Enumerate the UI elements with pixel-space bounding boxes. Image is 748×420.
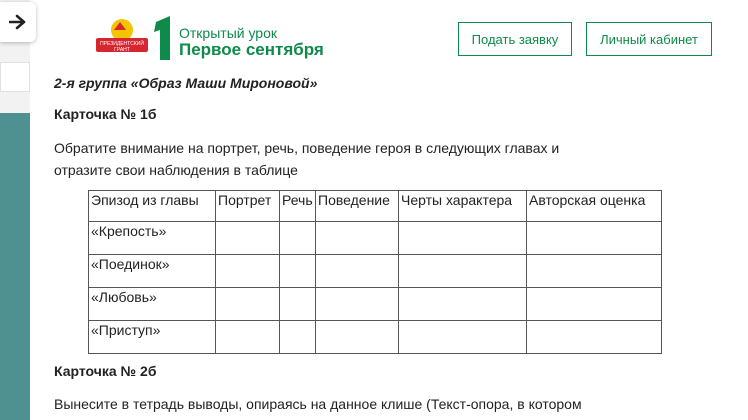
episode-cell: «Приступ» bbox=[89, 321, 216, 354]
table-row bbox=[89, 255, 662, 288]
table-cell bbox=[399, 321, 527, 354]
table-cell bbox=[216, 255, 280, 288]
arrow-right-icon bbox=[9, 14, 27, 30]
table-cell bbox=[216, 321, 280, 354]
table-cell bbox=[316, 222, 399, 255]
table-cell bbox=[280, 222, 316, 255]
card2-title: Карточка № 2б bbox=[54, 363, 157, 379]
table-cell bbox=[527, 288, 662, 321]
table-cell bbox=[216, 222, 280, 255]
card1-title: Карточка № 1б bbox=[54, 106, 157, 122]
header-cell: Поведение bbox=[316, 191, 399, 222]
table-cell bbox=[280, 321, 316, 354]
article-content bbox=[30, 70, 748, 420]
table-row bbox=[89, 222, 662, 255]
header-cell: Черты характера bbox=[399, 191, 527, 222]
side-panel-strip bbox=[0, 113, 30, 420]
table-cell bbox=[316, 288, 399, 321]
table-row bbox=[89, 321, 662, 354]
site-header bbox=[30, 0, 748, 70]
group-heading: 2-я группа «Образ Маши Мироновой» bbox=[54, 75, 318, 91]
svg-text:ПРЕЗИДЕНТСКИЙ: ПРЕЗИДЕНТСКИЙ bbox=[100, 41, 144, 47]
brand-title: Первое сентября bbox=[179, 40, 324, 59]
table-cell bbox=[527, 321, 662, 354]
apply-button[interactable]: Подать заявку bbox=[458, 22, 572, 56]
table-cell bbox=[316, 321, 399, 354]
table-cell bbox=[280, 288, 316, 321]
table-cell bbox=[280, 255, 316, 288]
number-one-icon bbox=[154, 16, 170, 60]
table-cell bbox=[216, 288, 280, 321]
header-cell: Эпизод из главы bbox=[89, 191, 216, 222]
header-cell: Речь bbox=[280, 191, 316, 222]
brand-subtitle: Открытый урок bbox=[179, 25, 277, 41]
header-cell: Авторская оценка bbox=[527, 191, 662, 222]
episode-cell: «Крепость» bbox=[89, 222, 216, 255]
table-cell bbox=[527, 222, 662, 255]
table-cell bbox=[399, 222, 527, 255]
header-cell: Портрет bbox=[216, 191, 280, 222]
svg-text:ГРАНТ: ГРАНТ bbox=[114, 47, 130, 53]
episode-cell: «Любовь» bbox=[89, 288, 216, 321]
instruction-line-2: отразите свои наблюдения в таблице bbox=[54, 162, 298, 178]
table-cell bbox=[527, 255, 662, 288]
back-button[interactable] bbox=[0, 2, 36, 42]
card2-text: Вынесите в тетрадь выводы, опираясь на данное клише (Текст-опора, в котором bbox=[54, 396, 582, 412]
episode-cell: «Поединок» bbox=[89, 255, 216, 288]
rail-panel bbox=[0, 62, 30, 92]
cabinet-button[interactable]: Личный кабинет bbox=[586, 22, 712, 56]
table-cell bbox=[399, 288, 527, 321]
table-cell bbox=[316, 255, 399, 288]
table-header-row bbox=[89, 191, 662, 222]
table-cell bbox=[399, 255, 527, 288]
table-row bbox=[89, 288, 662, 321]
observation-table bbox=[88, 190, 662, 354]
instruction-line-1: Обратите внимание на портрет, речь, поведение героя в следующих главах и bbox=[54, 140, 560, 156]
